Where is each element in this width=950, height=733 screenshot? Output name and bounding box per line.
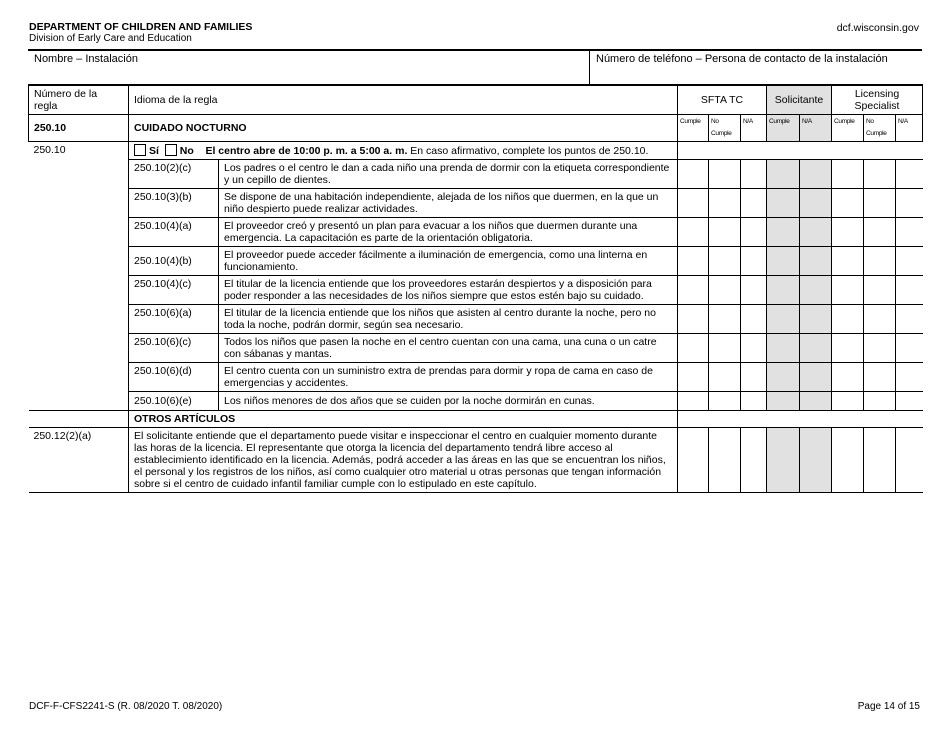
sfta-not-meets-check[interactable] bbox=[709, 428, 741, 493]
applicant-na-check[interactable] bbox=[800, 428, 832, 493]
rule-code: 250.10(2)(c) bbox=[129, 160, 219, 189]
rule-row bbox=[29, 247, 923, 276]
sfta-not-meets-check[interactable] bbox=[709, 276, 741, 305]
sfta-meets-check[interactable] bbox=[678, 392, 709, 411]
specialist-not-meets-check[interactable] bbox=[864, 305, 896, 334]
rule-text: Los padres o el centro le dan a cada niño una prenda de dormir con la etiqueta correspondiente y un cepillo de dientes. bbox=[219, 160, 678, 189]
specialist-header: Licensing Specialist bbox=[832, 85, 923, 115]
sfta-meets-check[interactable] bbox=[678, 305, 709, 334]
rule-text: El titular de la licencia entiende que los niños que asisten al centro durante la noche, pero no toda la noche, podrán dormir, según sea necesario. bbox=[219, 305, 678, 334]
rule-row bbox=[29, 305, 923, 334]
intro-question bbox=[129, 142, 678, 160]
specialist-not-meets-check[interactable] bbox=[864, 428, 896, 493]
specialist-na-check[interactable] bbox=[896, 218, 923, 247]
sfta-na-header: N/A bbox=[741, 115, 767, 142]
applicant-na-check[interactable] bbox=[800, 363, 832, 392]
specialist-not-meets-check[interactable] bbox=[864, 392, 896, 411]
sfta-not-meets-check[interactable] bbox=[709, 334, 741, 363]
applicant-na-check[interactable] bbox=[800, 392, 832, 411]
specialist-meets-check[interactable] bbox=[832, 218, 864, 247]
specialist-not-meets-check[interactable] bbox=[864, 276, 896, 305]
yes-label: Sí bbox=[149, 145, 159, 157]
specialist-not-meets-check[interactable] bbox=[864, 334, 896, 363]
page-number: Page 14 of 15 bbox=[857, 701, 920, 712]
no-checkbox[interactable] bbox=[165, 144, 177, 156]
sfta-na-check[interactable] bbox=[741, 392, 767, 411]
intro-rule-number: 250.10 bbox=[29, 142, 129, 411]
facility-name-field[interactable] bbox=[28, 51, 590, 84]
specialist-meets-check[interactable] bbox=[832, 392, 864, 411]
facility-name-label: Nombre – Instalación bbox=[34, 53, 138, 65]
applicant-na-check[interactable] bbox=[800, 160, 832, 189]
intro-row bbox=[29, 142, 923, 160]
specialist-not-meets-check[interactable] bbox=[864, 218, 896, 247]
section-header-row bbox=[29, 115, 923, 142]
applicant-meets-check[interactable] bbox=[767, 392, 800, 411]
applicant-na-check[interactable] bbox=[800, 276, 832, 305]
sfta-not-meets-header: No Cumple bbox=[709, 115, 741, 142]
specialist-not-meets-check[interactable] bbox=[864, 160, 896, 189]
specialist-na-check[interactable] bbox=[896, 392, 923, 411]
applicant-meets-check[interactable] bbox=[767, 276, 800, 305]
applicant-meets-check[interactable] bbox=[767, 189, 800, 218]
applicant-meets-check[interactable] bbox=[767, 334, 800, 363]
sfta-meets-check[interactable] bbox=[678, 160, 709, 189]
rule-text: Todos los niños que pasen la noche en el centro cuentan con una cama, una cuna o un catre con sábanas y mantas. bbox=[219, 334, 678, 363]
rule-code: 250.10(6)(c) bbox=[129, 334, 219, 363]
contact-phone-label: Número de teléfono – Persona de contacto de la instalación bbox=[596, 53, 888, 65]
applicant-meets-check[interactable] bbox=[767, 160, 800, 189]
form-id: DCF-F-CFS2241-S (R. 08/2020 T. 08/2020) bbox=[29, 701, 223, 712]
sfta-na-check[interactable] bbox=[741, 334, 767, 363]
sfta-meets-check[interactable] bbox=[678, 189, 709, 218]
specialist-meets-check[interactable] bbox=[832, 334, 864, 363]
applicant-meets-check[interactable] bbox=[767, 428, 800, 493]
other-rule-number: 250.12(2)(a) bbox=[29, 428, 129, 493]
sfta-not-meets-check[interactable] bbox=[709, 218, 741, 247]
rule-text: Los niños menores de dos años que se cuiden por la noche dormirán en cunas. bbox=[219, 392, 678, 411]
specialist-na-check[interactable] bbox=[896, 428, 923, 493]
rule-row bbox=[29, 363, 923, 392]
specialist-meets-check[interactable] bbox=[832, 160, 864, 189]
sfta-not-meets-check[interactable] bbox=[709, 247, 741, 276]
specialist-meets-check[interactable] bbox=[832, 189, 864, 218]
sfta-meets-check[interactable] bbox=[678, 428, 709, 493]
intro-bold-text: El centro abre de 10:00 p. m. a 5:00 a. m. bbox=[205, 145, 408, 157]
rule-text: Se dispone de una habitación independiente, alejada de los niños que duermen, en la que un niño despierto puede realizar actividades. bbox=[219, 189, 678, 218]
specialist-na-check[interactable] bbox=[896, 363, 923, 392]
applicant-meets-check[interactable] bbox=[767, 247, 800, 276]
sfta-not-meets-check[interactable] bbox=[709, 392, 741, 411]
rule-code: 250.10(4)(b) bbox=[129, 247, 219, 276]
rule-row bbox=[29, 218, 923, 247]
applicant-header: Solicitante bbox=[767, 85, 832, 115]
rule-code: 250.10(6)(a) bbox=[129, 305, 219, 334]
contact-phone-field[interactable] bbox=[591, 51, 922, 84]
division-name: Division of Early Care and Education bbox=[29, 33, 192, 44]
sfta-na-check[interactable] bbox=[741, 160, 767, 189]
sfta-na-check[interactable] bbox=[741, 428, 767, 493]
sfta-not-meets-check[interactable] bbox=[709, 189, 741, 218]
department-name: DEPARTMENT OF CHILDREN AND FAMILIES bbox=[29, 21, 253, 33]
applicant-meets-header: Cumple bbox=[767, 115, 800, 142]
other-rule-row bbox=[29, 428, 923, 493]
sfta-meets-check[interactable] bbox=[678, 276, 709, 305]
other-section-row bbox=[29, 411, 923, 428]
sfta-not-meets-check[interactable] bbox=[709, 160, 741, 189]
specialist-meets-check[interactable] bbox=[832, 363, 864, 392]
applicant-na-check[interactable] bbox=[800, 218, 832, 247]
other-section-blank bbox=[29, 411, 129, 428]
intro-blank bbox=[678, 142, 923, 160]
sfta-na-check[interactable] bbox=[741, 247, 767, 276]
section-title: CUIDADO NOCTURNO bbox=[129, 115, 678, 142]
section-number: 250.10 bbox=[29, 115, 129, 142]
rule-number-header: Número de la regla bbox=[29, 85, 129, 115]
sfta-na-check[interactable] bbox=[741, 363, 767, 392]
sfta-not-meets-check[interactable] bbox=[709, 363, 741, 392]
rule-row bbox=[29, 160, 923, 189]
specialist-na-check[interactable] bbox=[896, 276, 923, 305]
rule-code: 250.10(6)(d) bbox=[129, 363, 219, 392]
specialist-not-meets-check[interactable] bbox=[864, 247, 896, 276]
specialist-na-check[interactable] bbox=[896, 247, 923, 276]
sfta-na-check[interactable] bbox=[741, 276, 767, 305]
specialist-meets-header: Cumple bbox=[832, 115, 864, 142]
rule-row bbox=[29, 334, 923, 363]
specialist-not-meets-header: No Cumple bbox=[864, 115, 896, 142]
applicant-na-check[interactable] bbox=[800, 189, 832, 218]
specialist-na-header: N/A bbox=[896, 115, 923, 142]
sfta-meets-check[interactable] bbox=[678, 218, 709, 247]
applicant-meets-check[interactable] bbox=[767, 363, 800, 392]
no-label: No bbox=[179, 145, 194, 157]
specialist-not-meets-check[interactable] bbox=[864, 363, 896, 392]
other-section-title: OTROS ARTÍCULOS bbox=[129, 411, 678, 428]
rule-text: El titular de la licencia entiende que los proveedores estarán despiertos y a disposición para poder responder a las necesidades de los niños siempre que estos estén bajo su cuidado. bbox=[219, 276, 678, 305]
specialist-na-check[interactable] bbox=[896, 305, 923, 334]
applicant-meets-check[interactable] bbox=[767, 218, 800, 247]
rule-code: 250.10(6)(e) bbox=[129, 392, 219, 411]
applicant-na-check[interactable] bbox=[800, 334, 832, 363]
website-url[interactable]: dcf.wisconsin.gov bbox=[836, 22, 919, 34]
other-section-blank-right bbox=[678, 411, 923, 428]
sfta-not-meets-check[interactable] bbox=[709, 305, 741, 334]
sfta-meets-check[interactable] bbox=[678, 363, 709, 392]
specialist-meets-check[interactable] bbox=[832, 305, 864, 334]
intro-text: En caso afirmativo, complete los puntos de 250.10. bbox=[407, 145, 649, 157]
sfta-header: SFTA TC bbox=[678, 85, 767, 115]
rule-row bbox=[29, 189, 923, 218]
specialist-meets-check[interactable] bbox=[832, 247, 864, 276]
rule-text: El proveedor puede acceder fácilmente a iluminación de emergencia, como una linterna en funcionamiento. bbox=[219, 247, 678, 276]
facility-info-row bbox=[28, 49, 922, 85]
specialist-meets-check[interactable] bbox=[832, 428, 864, 493]
sfta-na-check[interactable] bbox=[741, 305, 767, 334]
sfta-meets-check[interactable] bbox=[678, 334, 709, 363]
sfta-na-check[interactable] bbox=[741, 218, 767, 247]
sfta-na-check[interactable] bbox=[741, 189, 767, 218]
specialist-na-check[interactable] bbox=[896, 334, 923, 363]
rule-language-header: Idioma de la regla bbox=[129, 85, 678, 115]
rule-code: 250.10(4)(c) bbox=[129, 276, 219, 305]
rule-text: El proveedor creó y presentó un plan para evacuar a los niños que duermen durante una emergencia. La capacitación es parte de la orientación obligatoria. bbox=[219, 218, 678, 247]
column-header-row bbox=[29, 85, 923, 115]
specialist-meets-check[interactable] bbox=[832, 276, 864, 305]
applicant-na-check[interactable] bbox=[800, 247, 832, 276]
specialist-not-meets-check[interactable] bbox=[864, 189, 896, 218]
rule-code: 250.10(4)(a) bbox=[129, 218, 219, 247]
other-rule-text: El solicitante entiende que el departamento puede visitar e inspeccionar el centro en cualquier momento durante las horas de la licencia. El representante que otorga la licencia del departamento tendrá libre acceso al establecimiento identificado en la licencia. Además, podrá acceder a las áreas en las que se encuentran los niños, el personal y los registros de los niños, así como cualquier otro material u otras personas que tengan información sobre si el centro de cuidado infantil familiar cumple con lo estipulado en este capítulo. bbox=[129, 428, 678, 493]
rule-row bbox=[29, 276, 923, 305]
specialist-na-check[interactable] bbox=[896, 160, 923, 189]
checklist-table bbox=[28, 84, 923, 493]
sfta-meets-check[interactable] bbox=[678, 247, 709, 276]
sfta-meets-header: Cumple bbox=[678, 115, 709, 142]
applicant-na-check[interactable] bbox=[800, 305, 832, 334]
rule-text: El centro cuenta con un suministro extra de prendas para dormir y ropa de cama en caso de emergencias y accidentes. bbox=[219, 363, 678, 392]
yes-checkbox[interactable] bbox=[134, 144, 146, 156]
applicant-meets-check[interactable] bbox=[767, 305, 800, 334]
applicant-na-header: N/A bbox=[800, 115, 832, 142]
specialist-na-check[interactable] bbox=[896, 189, 923, 218]
rule-row bbox=[29, 392, 923, 411]
rule-code: 250.10(3)(b) bbox=[129, 189, 219, 218]
